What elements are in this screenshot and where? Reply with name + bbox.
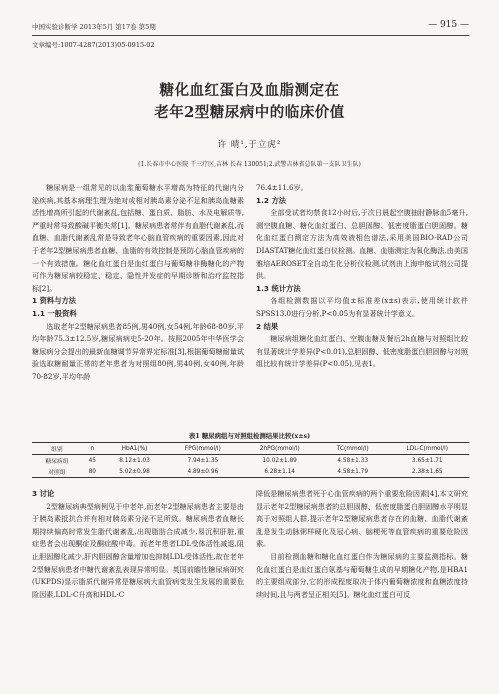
- results-table: [32, 442, 469, 478]
- table-cell: 45: [88, 457, 96, 464]
- table-row: [32, 455, 469, 467]
- section-heading: 1.3 统计方法: [256, 283, 301, 293]
- authors: 许 晴¹,于立虎²: [217, 140, 282, 150]
- section-heading: 1.2 方法: [256, 195, 287, 205]
- page-number: — 915 —: [428, 20, 469, 30]
- journal-info: 中国实验诊断学 2013年5月 第17卷 第5期: [32, 23, 156, 31]
- table-caption: 表1 糖尿病组与对照组检测结果比较(x±s): [188, 432, 311, 440]
- table-cell: 4.58±1.79: [337, 468, 369, 475]
- body-paragraph: 各组检测数据以平均值±标准差(x±s)表示,使用统计软件SPSS13.0进行分析,P<0.05为有显著统计学意义。: [256, 296, 468, 318]
- table-cell: 6.28±1.14: [264, 468, 295, 475]
- table-header-cell: FPG(mmol/l): [184, 445, 221, 452]
- section-heading: 1 资料与方法: [32, 296, 77, 306]
- table-header-cell: LDL-C(mmol/l): [406, 445, 448, 452]
- section-heading: 3 讨论: [32, 489, 55, 498]
- body-paragraph: 选取老年2型糖尿病患者85例,男40例,女54例,年龄68-80岁,平均年龄75.3±12.5岁,糖尿病病史5-20年。按照2005年中华医学会糖尿病分会提出的最新血糖调节异常界定标准[3],根据葡萄糖耐量试验选取糖耐量正常的老年患者为对照组80例,男40例,女40例,年龄70-82岁,平均年龄: [32, 321, 244, 381]
- table-header-cell: HbA1(%): [121, 445, 148, 452]
- table-header-cell: TC(mmol/l): [336, 445, 369, 452]
- right-column-bottom: [256, 488, 468, 601]
- section-heading: 1.1 一般资料: [32, 308, 77, 318]
- table-header-cell: n: [90, 445, 95, 452]
- table-cell: 糖尿病组: [45, 459, 69, 465]
- body-paragraph: 76.4±11.6岁。: [256, 183, 308, 192]
- table-cell: 8.12±1.03: [119, 457, 150, 464]
- table-header-row: [32, 443, 469, 455]
- table-body: [32, 455, 469, 478]
- affiliation: (1.长春市中心医院 干三疗区,吉林 长春 130051;2.武警吉林省总队第一支队卫生队): [138, 161, 361, 168]
- table-cell: 3.65±1.71: [411, 457, 443, 464]
- left-column-bottom: [32, 488, 244, 601]
- body-paragraph: 全部受试者均禁食12小时后,于次日晨起空腹抽肘静脉血5毫升,测空腹血糖、糖化血红蛋白、总胆固醇、低密度脂蛋白胆固醇。糖化血红蛋白测定方法为高效液相色谱法,采用美国BIO-RAD公司DIASTAT糖化血红蛋白仪检测。血糖、血脂测定为氧化酶法,由美国雅培AEROSET全自动生化分析仪检测,试剂由上海申能试剂公司提供。: [256, 208, 468, 281]
- article-number: 文章编号:1007-4287(2013)05-0915-02: [32, 41, 155, 49]
- table-cell: 2.38±1.65: [411, 468, 443, 475]
- paper-title-line-1: 糖化血红蛋白及血脂测定在: [159, 82, 340, 99]
- paper-title-line-2: 老年2型糖尿病中的临床价值: [154, 104, 345, 121]
- section-heading: 2 结果: [256, 321, 279, 331]
- table-row: [32, 466, 469, 478]
- body-paragraph: 2型糖尿病典型病例见于中老年,而老年2型糖尿病患者主要是由于胰岛素抵抗合并有相对胰岛素分泌不足所致。糖尿病患者血糖长期持续偏高时常发生脂代谢紊乱,出现脂肪合成减少,易沉积肝脏,重症患者会出现酮症及酮症酸中毒。而老年患者LDL受体活性减退,阻止胆固醇化减少,肝内胆固醇含量增加也抑制LDL受体活性,故在老年2型糖尿病患者中糖代谢紊乱表现异常明显。英国前瞻性糖尿病研究(UKPDS)显示脂质代谢异常是糖尿病大血管病变发生发展的重要危险因素,LDL-C升高和HDL-C: [32, 501, 244, 599]
- running-header: [32, 21, 469, 36]
- table-header-cell: 2hPG(mmol/l): [259, 445, 300, 452]
- table-cell: 5.02±0.98: [119, 468, 150, 475]
- table-cell: 7.94±1.35: [187, 457, 219, 464]
- body-paragraph: 目前检测血糖和糖化血红蛋白作为糖尿病的主要监测指标。糖化血红蛋白是血红蛋白氨基与葡萄糖生成的早期糖化产物,是HBA1的主要组成部分,它的形成程度取决于体内葡萄糖浓度和血糖浓度持续时间,且与两者呈正相关[5]。糖化血红蛋白可反: [256, 551, 468, 599]
- table-cell: 80: [88, 468, 96, 475]
- table-cell: 10.02±1.89: [262, 457, 297, 464]
- table-cell: 4.89±0.96: [187, 468, 219, 475]
- table-header-cell: 组别: [51, 447, 63, 453]
- body-paragraph: 降低是糖尿病患者死于心血管疾病的两个重要危险因素[4],本文研究显示老年2型糖尿病患者的总胆固醇、低密度脂蛋白胆固醇水平明显高于对照组人群,提示老年2型糖尿病患者存在的血糖、血脂代谢紊乱是发生动脉粥样硬化及冠心病、脑梗死等血管疾病的重要危险因素。: [256, 489, 468, 549]
- right-column-top: [256, 182, 468, 371]
- table-cell: 4.58±1.33: [337, 457, 369, 464]
- body-paragraph: 糖尿病是一组常见的以血浆葡萄糖水平增高为特征的代谢内分泌疾病,其基本病理生理为绝对或相对胰岛素分泌不足和胰岛血糖素活性增高所引起的代谢紊乱,包括糖、蛋白质、脂肪、水及电解质等,严重时常导致酸碱平衡失常[1]。糖尿病患者常伴有血脂代谢紊乱,而血糖、血脂代谢紊乱常是导致老年心脑血管疾病的重要因素,因此对于老年2型糖尿病患者血糖、血脂的有效控制是预防心脑血管疾病的一个有效措施。糖化血红蛋白是血红蛋白与葡萄糖非酶糖化的产物可作为糖尿病较稳定、稳定、隐性并发症的早期诊断和治疗监控指标[2]。: [32, 183, 244, 293]
- table-cell: 对照组: [48, 470, 66, 476]
- body-paragraph: 糖尿病组糖化血红蛋白、空腹血糖及餐后2h血糖与对照组比较有显著统计学差异(P<0.01),总胆固醇、低密度脂蛋白胆固醇与对照组比较有统计学差异(P<0.05),见表1。: [256, 334, 468, 369]
- left-column-top: [32, 182, 244, 384]
